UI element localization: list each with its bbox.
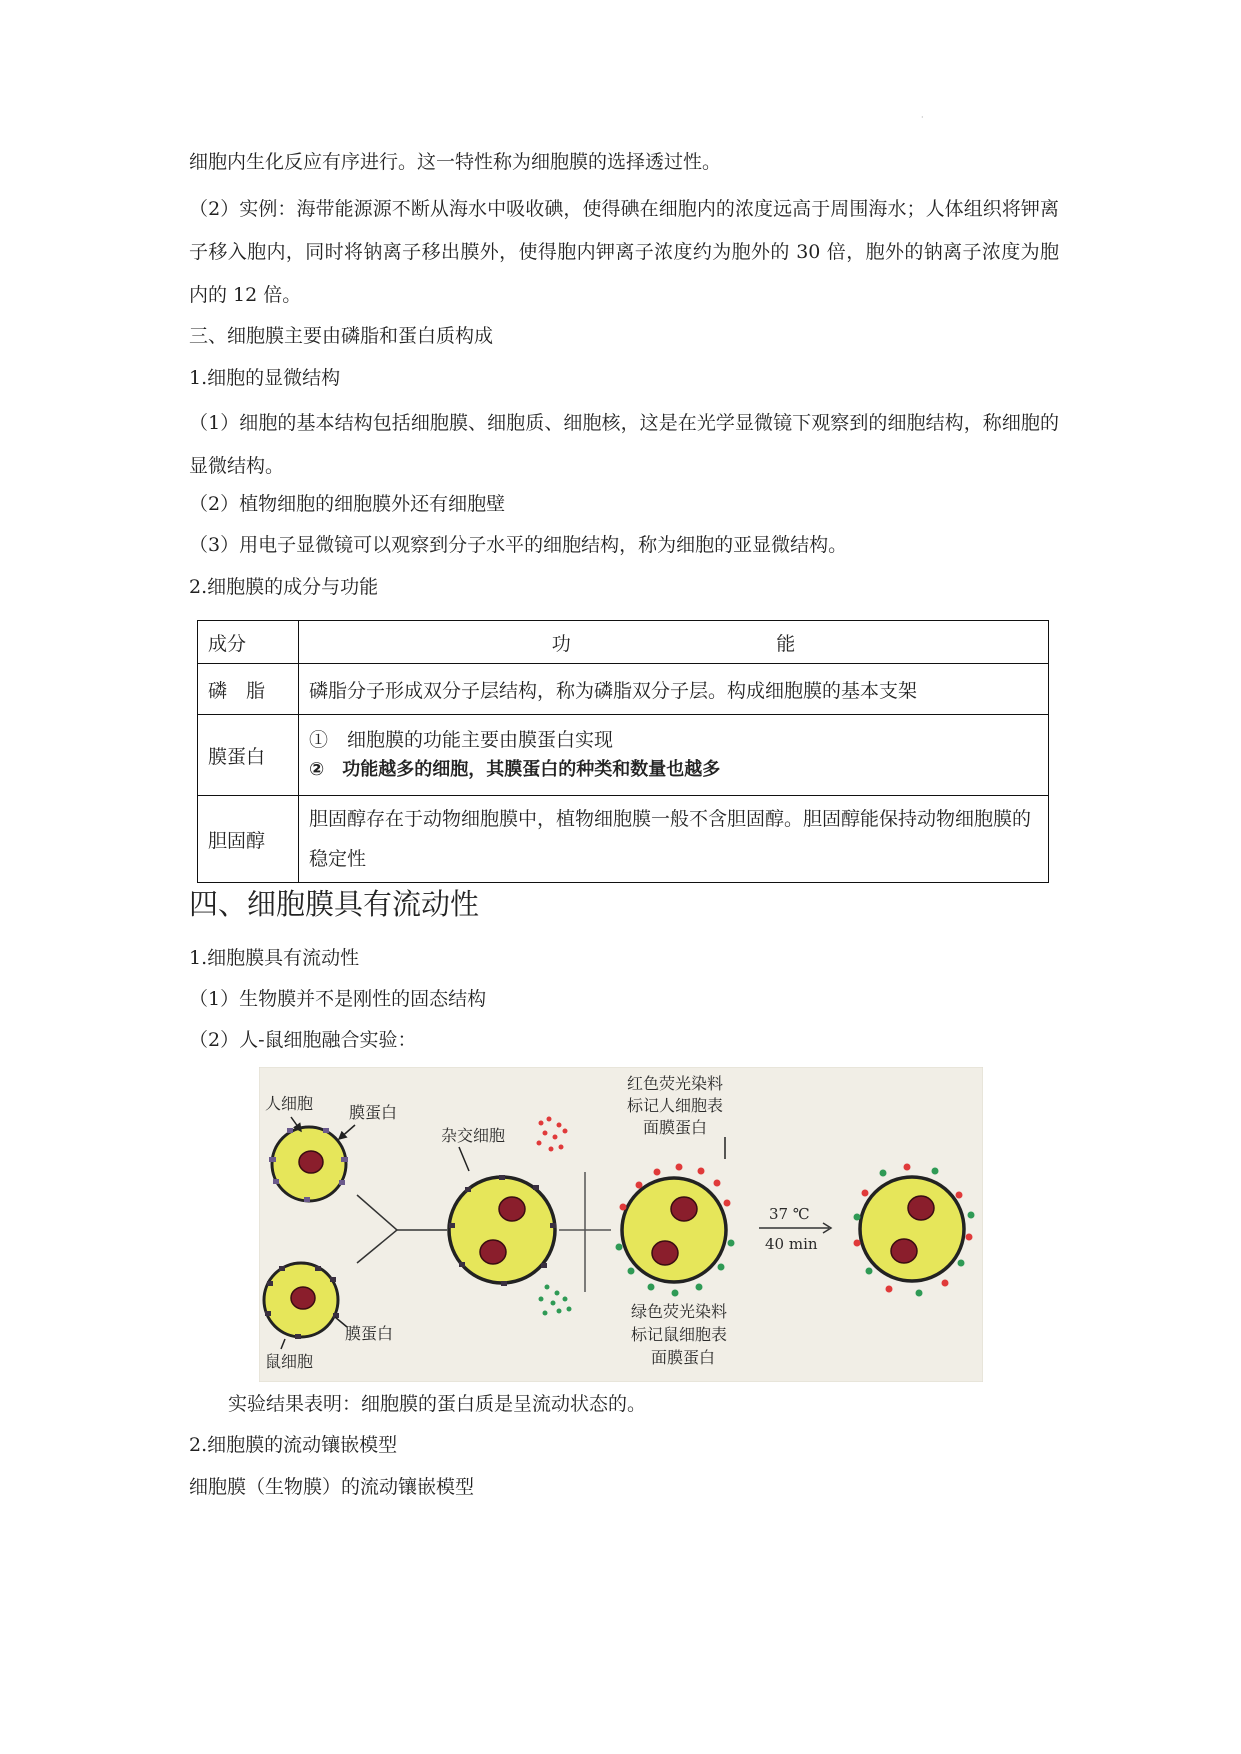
table-header-row [198,621,1049,664]
page-mark: · [921,113,924,122]
paragraph-not-rigid: （1）生物膜并不是刚性的固态结构 [189,988,487,1010]
paragraph-fusion-experiment: （2）人-鼠细胞融合实验： [189,1029,417,1051]
table-row [198,715,1049,796]
table-row [198,664,1049,715]
label-red-dye-1: 红色荧光染料 [627,1074,724,1093]
subheading-fluid-mosaic: 2.细胞膜的流动镶嵌模型 [189,1434,398,1456]
label-red-dye-2: 标记人细胞表 [627,1096,724,1115]
row-func-cholesterol: 胆固醇存在于动物细胞膜中，植物细胞膜一般不含胆固醇。胆固醇能保持动物细胞膜的稳定性 [299,796,1049,883]
header-component: 成分 [198,621,299,664]
row-func-phospholipid: 磷脂分子形成双分子层结构，称为磷脂双分子层。构成细胞膜的基本支架 [299,664,1049,715]
cell-fusion-figure [259,1067,983,1382]
header-function-char1: 功 [551,632,571,655]
protein-func-2: ② 功能越多的细胞，其膜蛋白的种类和数量也越多 [309,759,721,780]
header-function [299,621,1049,664]
experiment-result: 实验结果表明：细胞膜的蛋白质是呈流动状态的。 [228,1393,647,1415]
mouse-cell [264,1263,339,1339]
label-hybrid-cell: 杂交细胞 [441,1126,506,1145]
paragraph-fluid-mosaic-model: 细胞膜（生物膜）的流动镶嵌模型 [189,1476,475,1498]
hybrid-cell [449,1175,556,1286]
label-temperature: 37 ℃ [769,1205,810,1223]
row-func-protein [299,715,1049,796]
table-row [198,796,1049,883]
protein-func-1: ① 细胞膜的功能主要由膜蛋白实现 [309,729,614,751]
section-heading-4: 四、细胞膜具有流动性 [189,887,480,921]
paragraph-example: （2）实例：海带能源源不断从海水中吸收碘，使得碘在细胞内的浓度远高于周围海水；人体组织将钾离子移入胞内，同时将钠离子移出膜外，使得胞内钾离子浓度约为胞外的 30 倍，胞外的钠离子浓度为胞内的 12 倍。 [189,198,1059,306]
subheading-microscopic-structure: 1.细胞的显微结构 [189,367,341,389]
components-table [197,620,1049,883]
header-function-char2: 能 [776,632,796,655]
paragraph-cell-wall: （2）植物细胞的细胞膜外还有细胞壁 [189,493,506,515]
section-heading-3: 三、细胞膜主要由磷脂和蛋白质构成 [189,325,494,347]
paragraph-selective-permeability: 细胞内生化反应有序进行。这一特性称为细胞膜的选择透过性。 [189,151,722,173]
row-name-protein: 膜蛋白 [198,715,299,796]
label-human-cell: 人细胞 [265,1094,314,1113]
label-green-dye-2: 标记鼠细胞表 [631,1325,728,1344]
cell-fusion-diagram [259,1067,983,1382]
label-membrane-protein-top: 膜蛋白 [349,1103,398,1122]
paragraph-submicroscopic: （3）用电子显微镜可以观察到分子水平的细胞结构，称为细胞的亚显微结构。 [189,534,848,556]
label-green-dye-1: 绿色荧光染料 [631,1302,728,1321]
label-membrane-protein-bottom: 膜蛋白 [345,1324,394,1343]
label-mouse-cell: 鼠细胞 [265,1352,314,1371]
subheading-fluidity: 1.细胞膜具有流动性 [189,947,360,969]
paragraph-basic-structure: （1）细胞的基本结构包括细胞膜、细胞质、细胞核，这是在光学显微镜下观察到的细胞结构，称细胞的显微结构。 [189,412,1059,477]
label-time: 40 min [765,1235,818,1253]
row-name-cholesterol: 胆固醇 [198,796,299,883]
label-green-dye-3: 面膜蛋白 [651,1348,716,1367]
row-name-phospholipid: 磷 脂 [198,664,299,715]
subheading-components: 2.细胞膜的成分与功能 [189,576,379,598]
label-red-dye-3: 面膜蛋白 [643,1118,708,1137]
